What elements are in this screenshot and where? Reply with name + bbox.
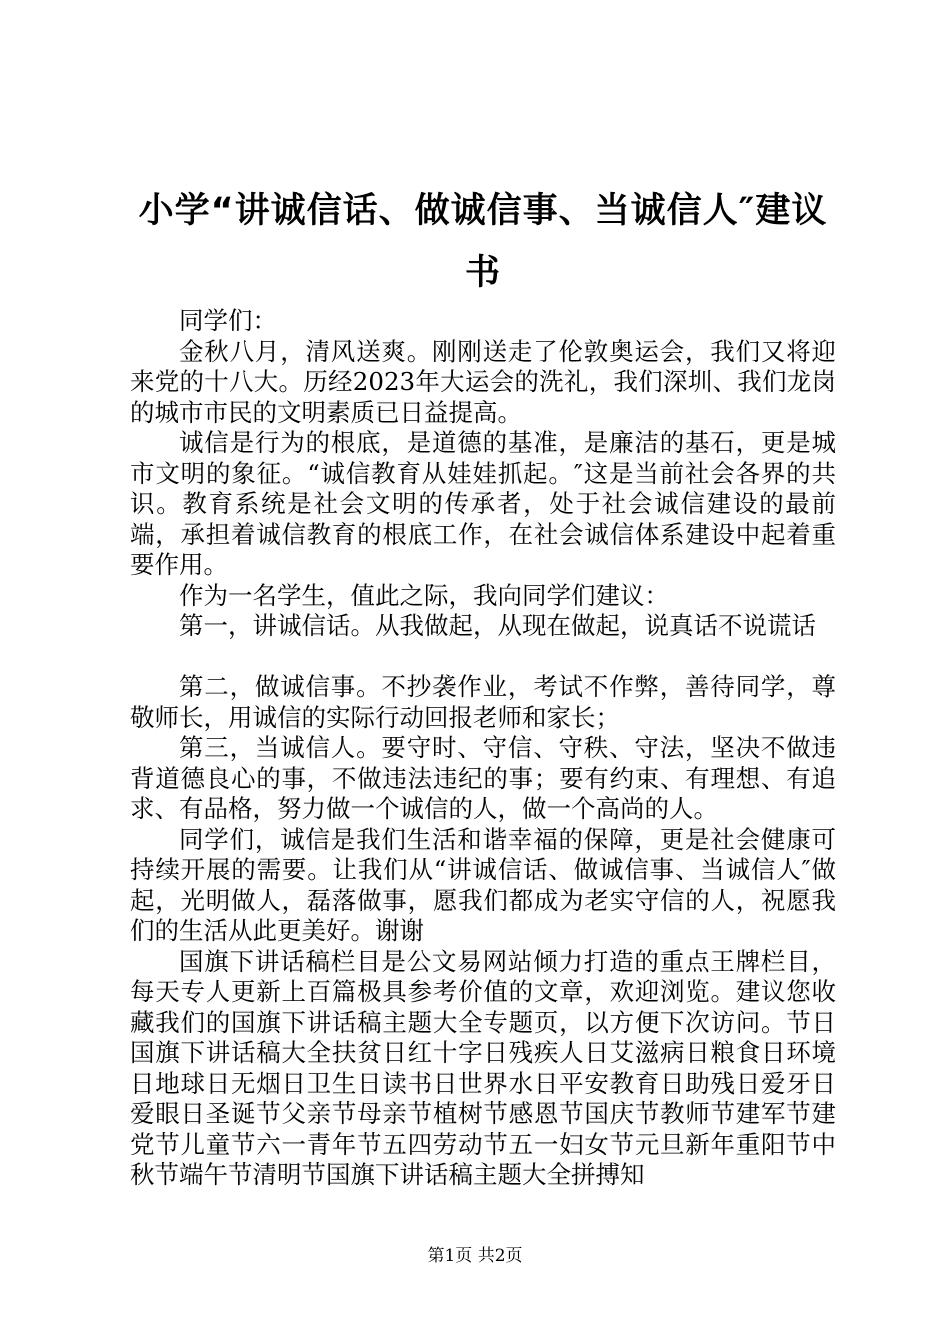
paragraph-closing: 同学们，诚信是我们生活和谐幸福的保障，更是社会健康可持续开展的需要。让我们从“讲诚信话、做诚信事、当诚信人″做起，光明做人，磊落做事，愿我们都成为老实守信的人，祝愿我们的生活从此更美好。谢谢 xyxy=(130,824,836,945)
salutation: 同学们： xyxy=(179,306,277,335)
document-page xyxy=(130,180,836,1191)
paragraph-first-point: 第一，讲诚信话。从我做起，从现在做起，说真话不说谎话 xyxy=(179,611,816,640)
paragraph-site-note: 国旗下讲话稿栏目是公文易网站倾力打造的重点王牌栏目，每天专人更新上百篇极具参考价值的文章，欢迎浏览。建议您收藏我们的国旗下讲话稿主题大全专题页，以方便下次访问。节日国旗下讲话稿大全扶贫日红十字日残疾人日艾滋病日粮食日环境日地球日无烟日卫生日读书日世界水日平安教育日助残日爱牙日爱眼日圣诞节父亲节母亲节植树节感恩节国庆节教师节建军节建党节儿童节六一青年节五四劳动节五一妇女节元旦新年重阳节中秋节端午节清明节国旗下讲话稿主题大全拼搏知 xyxy=(130,946,836,1189)
paragraph-proposal-lead: 作为一名学生，值此之际，我向同学们建议： xyxy=(179,580,669,610)
document-body xyxy=(130,306,836,1191)
paragraph-intro: 金秋八月，清风送爽。刚刚送走了伦敦奥运会，我们又将迎来党的十八大。历经2023年大运会的洗礼，我们深圳、我们龙岗的城市市民的文明素质已日益提高。 xyxy=(130,336,836,427)
page-number: 第1页 共2页 xyxy=(427,1246,523,1266)
document-title: 小学“讲诚信话、做诚信事、当诚信人″建议书 xyxy=(138,191,828,293)
paragraph-third-point: 第三，当诚信人。要守时、守信、守秩、守法，坚决不做违背道德良心的事，不做违法违纪的事；要有约束、有理想、有追求、有品格，努力做一个诚信的人，做一个高尚的人。 xyxy=(130,733,836,823)
paragraph-integrity: 诚信是行为的根底，是道德的基准，是廉洁的基石，更是城市文明的象征。“诚信教育从娃娃抓起。″这是当前社会各界的共识。教育系统是社会文明的传承者，处于社会诚信建设的最前端，承担着诚信教育的根底工作，在社会诚信体系建设中起着重要作用。 xyxy=(130,428,836,579)
paragraph-second-point: 第二，做诚信事。不抄袭作业，考试不作弊，善待同学，尊敬师长，用诚信的实际行动回报老师和家长； xyxy=(130,672,836,732)
